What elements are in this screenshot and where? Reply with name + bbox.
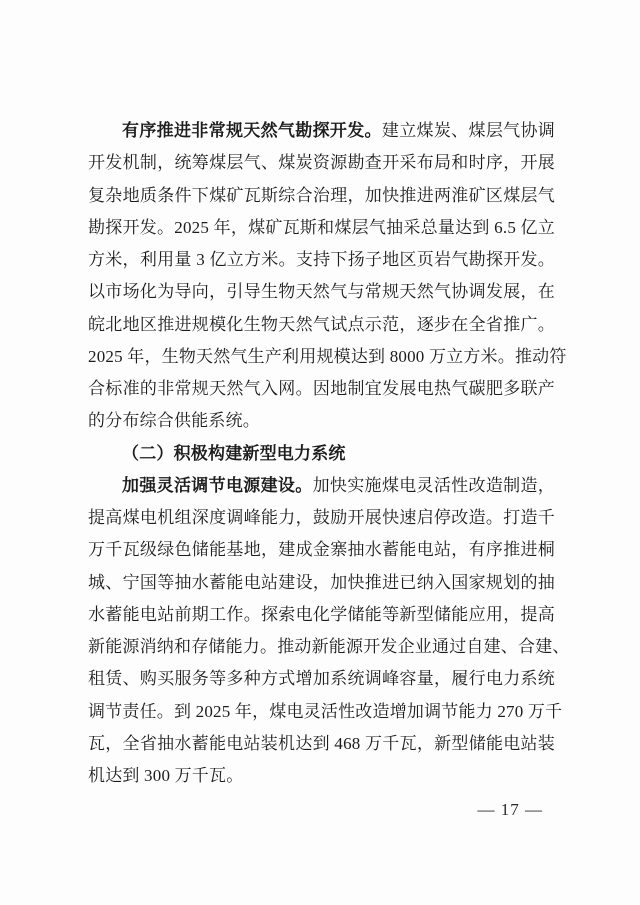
text-line: 调节责任。到 2025 年，煤电灵活性改造增加调节能力 270 万千 [88,701,563,721]
text-line: 瓦，全省抽水蓄能电站装机达到 468 万千瓦，新型储能电站装 [88,733,555,753]
text-line: 2025 年，生物天然气生产利用规模达到 8000 万立方米。推动符 [88,346,567,366]
text-line: 租赁、购买服务等多种方式增加系统调峰容量，履行电力系统 [88,669,555,689]
bold-lead-sentence: 有序推进非常规天然气勘探开发。 [122,121,382,140]
text-line: 合标准的非常规天然气入网。因地制宜发展电热气碳肥多联产 [88,379,555,398]
line-text: 建立煤炭、煤层气协调 [381,121,555,140]
text-line: 勘探开发。2025 年，煤矿瓦斯和煤层气抽采总量达到 6.5 亿立 [88,217,555,237]
text-line: 的分布综合供能系统。 [88,411,260,431]
text-line: 提高煤电机组深度调峰能力，鼓励开展快速启停改造。打造千 [88,508,555,527]
page-number: — 17 — [477,800,543,819]
text-line: 机达到 300 万千瓦。 [88,766,244,785]
text-line: 开发机制，统筹煤层气、煤炭资源勘查开采布局和时序，开展 [88,153,555,173]
line-text: 加快实施煤电灵活性改造制造， [312,475,555,495]
text-line: 新能源消纳和存储能力。推动新能源开发企业通过自建、合建、 [88,637,570,656]
bold-lead-sentence: 加强灵活调节电源建设。 [122,475,313,495]
text-line: 方米，利用量 3 亿立方米。支持下扬子地区页岩气勘探开发。 [88,250,555,269]
text-line [88,115,555,147]
text-line [88,470,555,502]
text-line: 皖北地区推进规模化生物天然气试点示范，逐步在全省推广。 [88,314,555,334]
text-line: 城、宁国等抽水蓄能电站建设，加快推进已纳入国家规划的抽 [88,572,555,592]
text-line: 水蓄能电站前期工作。探索电化学储能等新型储能应用，提高 [88,604,555,624]
text-line: 复杂地质条件下煤矿瓦斯综合治理，加快推进两淮矿区煤层气 [88,185,555,205]
document-page-body [88,115,570,792]
text-line: 万千瓦级绿色储能基地，建成金寨抽水蓄能电站，有序推进桐 [88,540,555,560]
text-line: 以市场化为导向，引导生物天然气与常规天然气协调发展，在 [88,282,555,302]
section-heading: （二）积极构建新型电力系统 [122,443,346,463]
